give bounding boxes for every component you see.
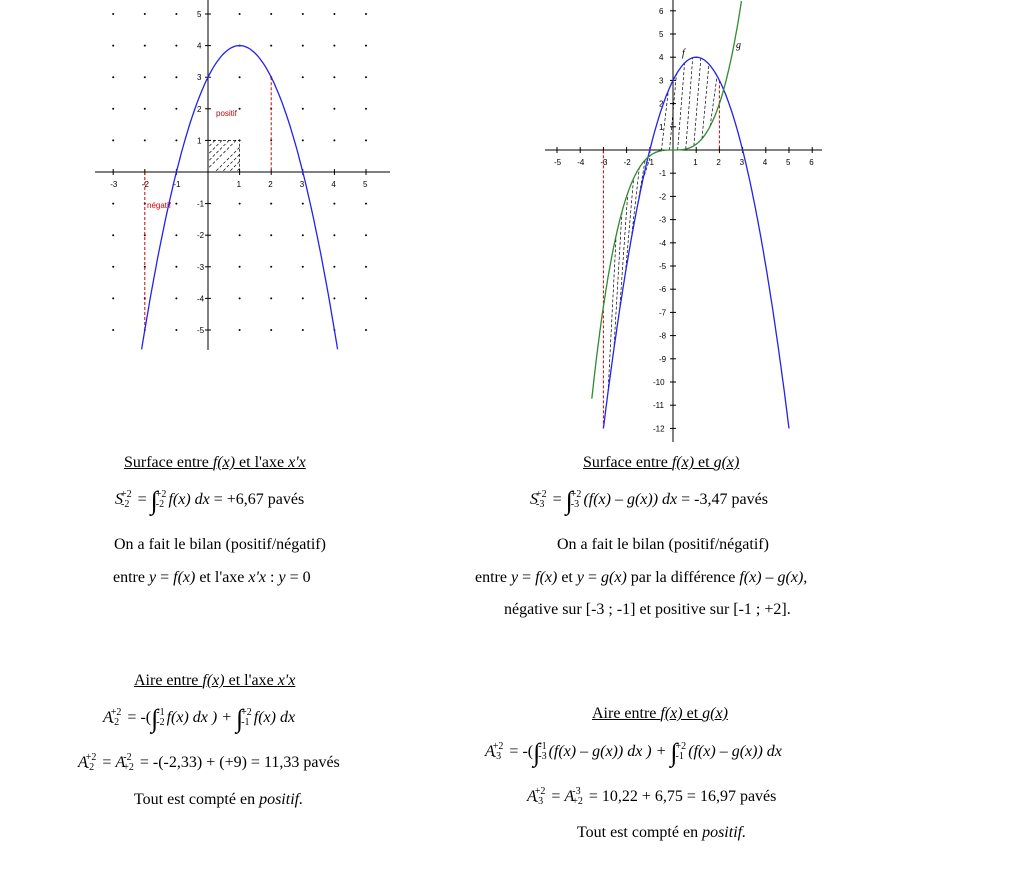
grid-dot xyxy=(175,45,177,47)
label-negatif: négatif xyxy=(147,201,172,210)
label-f: f xyxy=(682,48,685,59)
grid-dot xyxy=(144,76,146,78)
grid-dot xyxy=(270,234,272,236)
grid-dot xyxy=(112,45,114,47)
x-tick-label: -4 xyxy=(577,158,585,167)
grid-dot xyxy=(333,13,335,15)
x-tick-label: 4 xyxy=(762,158,768,167)
integral-sign: ∫ xyxy=(236,704,244,733)
y-tick-label: 2 xyxy=(197,104,202,114)
s-sub: -2 xyxy=(121,499,130,511)
text: par la différence xyxy=(626,569,740,586)
integrand: f(x) dx xyxy=(168,491,210,508)
right-aire-formula xyxy=(485,738,782,767)
grid-dot xyxy=(333,266,335,268)
int-upper: +2 xyxy=(570,489,582,501)
integral-sign: ∫ xyxy=(533,738,541,767)
int-upper: +2 xyxy=(675,741,687,753)
a-symbol: A xyxy=(78,754,88,771)
text: entre xyxy=(113,569,149,586)
grid-dot xyxy=(333,45,335,47)
fx: f(x) xyxy=(535,569,558,586)
grid-dot xyxy=(365,329,367,331)
x-tick-label: 1 xyxy=(693,158,698,167)
title-text: et l'axe xyxy=(224,672,278,689)
s-sub: -3 xyxy=(536,499,545,511)
text: = 0 xyxy=(285,569,311,586)
a-sup: +2 xyxy=(492,741,504,753)
y-tick-label: 3 xyxy=(197,73,202,83)
grid-dot xyxy=(175,76,177,78)
grid-dot xyxy=(302,108,304,110)
grid-dot xyxy=(270,266,272,268)
grid-dot xyxy=(270,45,272,47)
a-sub: -3 xyxy=(534,796,544,808)
y-tick-label: -8 xyxy=(659,331,667,341)
title-gx: g(x) xyxy=(713,454,740,471)
x-tick-label: 5 xyxy=(786,158,791,167)
y-tick-label: -5 xyxy=(659,262,667,271)
integrand: (f(x) – g(x)) dx xyxy=(583,491,678,508)
a-sub: +2 xyxy=(123,762,134,774)
title-gx: g(x) xyxy=(702,705,728,722)
grid-dot xyxy=(144,45,146,47)
y-tick-label: 5 xyxy=(197,10,202,19)
hatch-line xyxy=(222,154,240,172)
s-result: = +6,67 pavés xyxy=(209,491,305,508)
y-tick-label: -1 xyxy=(197,199,205,209)
grid-dot xyxy=(302,297,304,299)
gx: g(x) xyxy=(601,569,627,586)
y-tick-label: 6 xyxy=(659,6,664,16)
grid-dot xyxy=(365,139,367,141)
grid-dot xyxy=(333,203,335,205)
text: entre xyxy=(475,569,511,586)
grid-dot xyxy=(270,329,272,331)
grid-dot xyxy=(333,76,335,78)
grid-dot xyxy=(302,234,304,236)
title-axis: x'x xyxy=(288,454,306,471)
title-text: Aire entre xyxy=(592,705,661,722)
grid-dot xyxy=(112,203,114,205)
y-tick-label: -3 xyxy=(659,215,667,225)
y-tick-label: -3 xyxy=(197,262,205,272)
title-text: Surface entre xyxy=(124,454,213,471)
title-text: et l'axe xyxy=(235,454,289,471)
text: Tout est compté en xyxy=(134,791,260,808)
y-tick-label: -2 xyxy=(659,192,667,202)
left-graph xyxy=(95,0,390,350)
var-y: y xyxy=(148,569,157,586)
a-sub: -3 xyxy=(492,751,502,763)
int-lower: -1 xyxy=(675,751,684,763)
grid-dot xyxy=(333,297,335,299)
grid-dot xyxy=(302,203,304,205)
right-surface-formula xyxy=(530,486,768,515)
left-surface-title xyxy=(124,453,306,473)
x-tick-label: -2 xyxy=(623,158,631,167)
label-g: g xyxy=(736,40,741,51)
grid-dot xyxy=(175,13,177,15)
grid-dot xyxy=(239,76,241,78)
grid-dot xyxy=(302,139,304,141)
hatch-line xyxy=(614,212,622,350)
grid-dot xyxy=(270,13,272,15)
y-tick-label: 5 xyxy=(659,30,664,39)
grid-dot xyxy=(302,13,304,15)
var-y: y xyxy=(510,569,519,586)
x-tick-label: 4 xyxy=(331,180,336,189)
y-tick-label: 4 xyxy=(659,53,664,63)
difference: f(x) – g(x), xyxy=(739,569,808,586)
equals: = xyxy=(518,569,536,586)
left-entre-line xyxy=(113,568,311,588)
int-upper: -1 xyxy=(156,707,165,719)
left-aire-title xyxy=(134,671,295,691)
grid-dot xyxy=(239,203,241,205)
title-text: Surface entre xyxy=(583,454,672,471)
a-sup: -2 xyxy=(123,752,132,764)
left-tout xyxy=(134,790,303,810)
var-y: y xyxy=(576,569,584,586)
grid-dot xyxy=(175,266,177,268)
equals: = xyxy=(156,569,174,586)
text: : xyxy=(266,569,279,586)
title-text: et xyxy=(682,705,703,722)
x-tick-label: 2 xyxy=(268,180,273,189)
title-fx: f(x) xyxy=(202,672,225,689)
x-tick-label: -1 xyxy=(646,158,654,167)
grid-dot xyxy=(365,76,367,78)
grid-dot xyxy=(365,203,367,205)
left-bilan: On a fait le bilan (positif/négatif) xyxy=(114,536,326,553)
s-sup: +2 xyxy=(121,489,132,501)
grid-dot xyxy=(365,45,367,47)
y-tick-label: -6 xyxy=(659,285,667,295)
equals: = xyxy=(583,569,602,586)
grid-dot xyxy=(333,108,335,110)
grid-dot xyxy=(112,108,114,110)
y-tick-label: 3 xyxy=(659,76,664,86)
a-result: = -(-2,33) + (+9) = 11,33 pavés xyxy=(135,754,340,771)
x-tick-label: 2 xyxy=(716,158,721,167)
integrand: f(x) dx xyxy=(253,709,296,726)
x-tick-label: 1 xyxy=(236,180,242,189)
x-tick-label: 3 xyxy=(299,180,305,189)
hatch-line xyxy=(686,58,693,149)
int-lower: -2 xyxy=(156,717,165,729)
y-tick-label: 4 xyxy=(197,41,202,51)
right-entre-line xyxy=(475,568,807,588)
y-tick-label: -7 xyxy=(659,308,667,318)
right-bilan: On a fait le bilan (positif/négatif) xyxy=(557,536,769,553)
equals: = xyxy=(548,491,566,508)
y-tick-label: -11 xyxy=(653,401,664,411)
y-tick-label: -5 xyxy=(197,326,205,335)
equals: = xyxy=(133,491,151,508)
int-lower: -2 xyxy=(155,499,165,511)
axis: x'x xyxy=(248,569,267,586)
integrand: (f(x) – g(x)) dx xyxy=(688,743,782,760)
grid-dot xyxy=(112,266,114,268)
grid-dot xyxy=(175,329,177,331)
y-tick-label: -1 xyxy=(659,169,667,179)
grid-dot xyxy=(365,108,367,110)
x-tick-label: 5 xyxy=(363,180,368,189)
a-sub: -2 xyxy=(110,717,120,729)
text: Tout est compté en xyxy=(577,824,703,841)
var-y: y xyxy=(278,569,286,586)
y-tick-label: -4 xyxy=(659,238,667,248)
grid-dot xyxy=(112,139,114,141)
equals: = -( xyxy=(505,743,534,760)
grid-dot xyxy=(175,108,177,110)
right-tout xyxy=(577,823,746,843)
grid-dot xyxy=(175,234,177,236)
grid-dot xyxy=(239,266,241,268)
a-sup: +2 xyxy=(85,752,97,764)
grid-dot xyxy=(175,139,177,141)
right-neg-line: négative sur [-3 ; -1] et positive sur [-1 ; +2]. xyxy=(504,601,791,618)
hatch-line xyxy=(625,178,633,273)
grid-dot xyxy=(144,139,146,141)
x-tick-label: 6 xyxy=(809,158,814,167)
y-tick-label: -4 xyxy=(197,294,205,304)
title-text: Aire entre xyxy=(134,672,203,689)
grid-dot xyxy=(302,329,304,331)
y-tick-label: -10 xyxy=(653,378,665,387)
y-tick-label: -2 xyxy=(197,231,205,241)
a-symbol: A xyxy=(564,788,575,805)
fx: f(x) xyxy=(173,569,196,586)
grid-dot xyxy=(239,108,241,110)
right-graph xyxy=(545,0,822,442)
y-tick-label: -9 xyxy=(659,354,667,364)
grid-dot xyxy=(365,234,367,236)
hatch-line xyxy=(215,147,240,172)
x-tick-label: 3 xyxy=(739,158,745,167)
equals: = xyxy=(98,754,116,771)
a-symbol: A xyxy=(485,743,495,760)
integral-sign: ∫ xyxy=(150,486,158,515)
a-symbol: A xyxy=(103,709,113,726)
hatch-line xyxy=(620,193,628,310)
left-surface-formula xyxy=(115,486,305,515)
x-tick-label: -3 xyxy=(110,180,118,189)
hatch-line xyxy=(236,168,240,172)
a-symbol: A xyxy=(115,754,126,771)
positif-word: positif. xyxy=(259,791,304,808)
title-text: et xyxy=(694,454,714,471)
int-lower: -3 xyxy=(570,499,580,511)
grid-dot xyxy=(144,13,146,15)
right-aire-title xyxy=(592,704,728,724)
a-sub: +2 xyxy=(572,796,583,808)
right-aire-result xyxy=(527,787,776,807)
grid-dot xyxy=(239,329,241,331)
int-upper: -1 xyxy=(538,741,547,753)
hatch-line xyxy=(208,140,222,154)
y-tick-label: 2 xyxy=(659,99,664,109)
a-sup: -3 xyxy=(572,786,581,798)
hatch-line xyxy=(608,235,616,392)
unit-square xyxy=(208,140,240,172)
left-aire-formula xyxy=(103,704,296,733)
title-fx: f(x) xyxy=(212,454,236,471)
grid-dot xyxy=(302,45,304,47)
int-upper: +2 xyxy=(241,707,252,719)
grid-dot xyxy=(239,297,241,299)
title-axis: x'x xyxy=(277,672,296,689)
hatch-line xyxy=(694,58,701,146)
grid-dot xyxy=(333,234,335,236)
grid-dot xyxy=(112,13,114,15)
grid-dot xyxy=(239,13,241,15)
integral-sign: ∫ xyxy=(151,704,159,733)
integrand: f(x) dx ) + xyxy=(166,709,237,726)
int-lower: -1 xyxy=(241,717,250,729)
s-result: = -3,47 pavés xyxy=(677,491,768,508)
grid-dot xyxy=(333,139,335,141)
grid-dot xyxy=(239,234,241,236)
grid-dot xyxy=(112,297,114,299)
s-symbol: S xyxy=(115,491,123,508)
title-fx: f(x) xyxy=(660,705,683,722)
s-symbol: S xyxy=(530,491,538,508)
x-tick-label: -2 xyxy=(141,180,149,189)
grid-dot xyxy=(112,329,114,331)
hatch-line xyxy=(208,140,215,147)
a-sup: +2 xyxy=(110,707,122,719)
int-upper: +2 xyxy=(155,489,167,501)
grid-dot xyxy=(365,266,367,268)
grid-dot xyxy=(302,76,304,78)
grid-dot xyxy=(175,297,177,299)
y-tick-label: 1 xyxy=(659,122,664,132)
curve-f xyxy=(142,46,338,350)
a-sub: -2 xyxy=(85,762,95,774)
grid-dot xyxy=(112,76,114,78)
equals: = xyxy=(547,788,565,805)
integrand: (f(x) – g(x)) dx ) + xyxy=(548,743,671,760)
text: et l'axe xyxy=(195,569,249,586)
grid-dot xyxy=(302,266,304,268)
x-tick-label: -5 xyxy=(554,158,562,167)
a-result: = 10,22 + 6,75 = 16,97 pavés xyxy=(584,788,777,805)
a-symbol: A xyxy=(527,788,537,805)
hatch-line xyxy=(702,64,709,138)
a-sup: +2 xyxy=(534,786,546,798)
label-positif: positif xyxy=(216,109,237,118)
equals: = -( xyxy=(123,709,152,726)
grid-dot xyxy=(270,203,272,205)
x-tick-label: -3 xyxy=(600,158,608,167)
left-aire-result xyxy=(78,753,340,773)
y-tick-label: 1 xyxy=(197,136,202,146)
grid-dot xyxy=(112,234,114,236)
hatch-line xyxy=(678,63,685,150)
grid-dot xyxy=(270,297,272,299)
s-sup: +2 xyxy=(536,489,547,501)
hatch-line xyxy=(208,140,236,168)
title-fx: f(x) xyxy=(671,454,695,471)
grid-dot xyxy=(365,13,367,15)
text: et xyxy=(557,569,577,586)
int-lower: -3 xyxy=(538,751,547,763)
y-tick-label: -12 xyxy=(653,424,665,434)
grid-dot xyxy=(365,297,367,299)
grid-dot xyxy=(175,203,177,205)
x-tick-label: -1 xyxy=(173,180,181,189)
right-surface-title xyxy=(583,453,739,473)
grid-dot xyxy=(144,108,146,110)
integral-sign: ∫ xyxy=(565,486,573,515)
integral-sign: ∫ xyxy=(670,738,678,767)
positif-word: positif. xyxy=(702,824,747,841)
